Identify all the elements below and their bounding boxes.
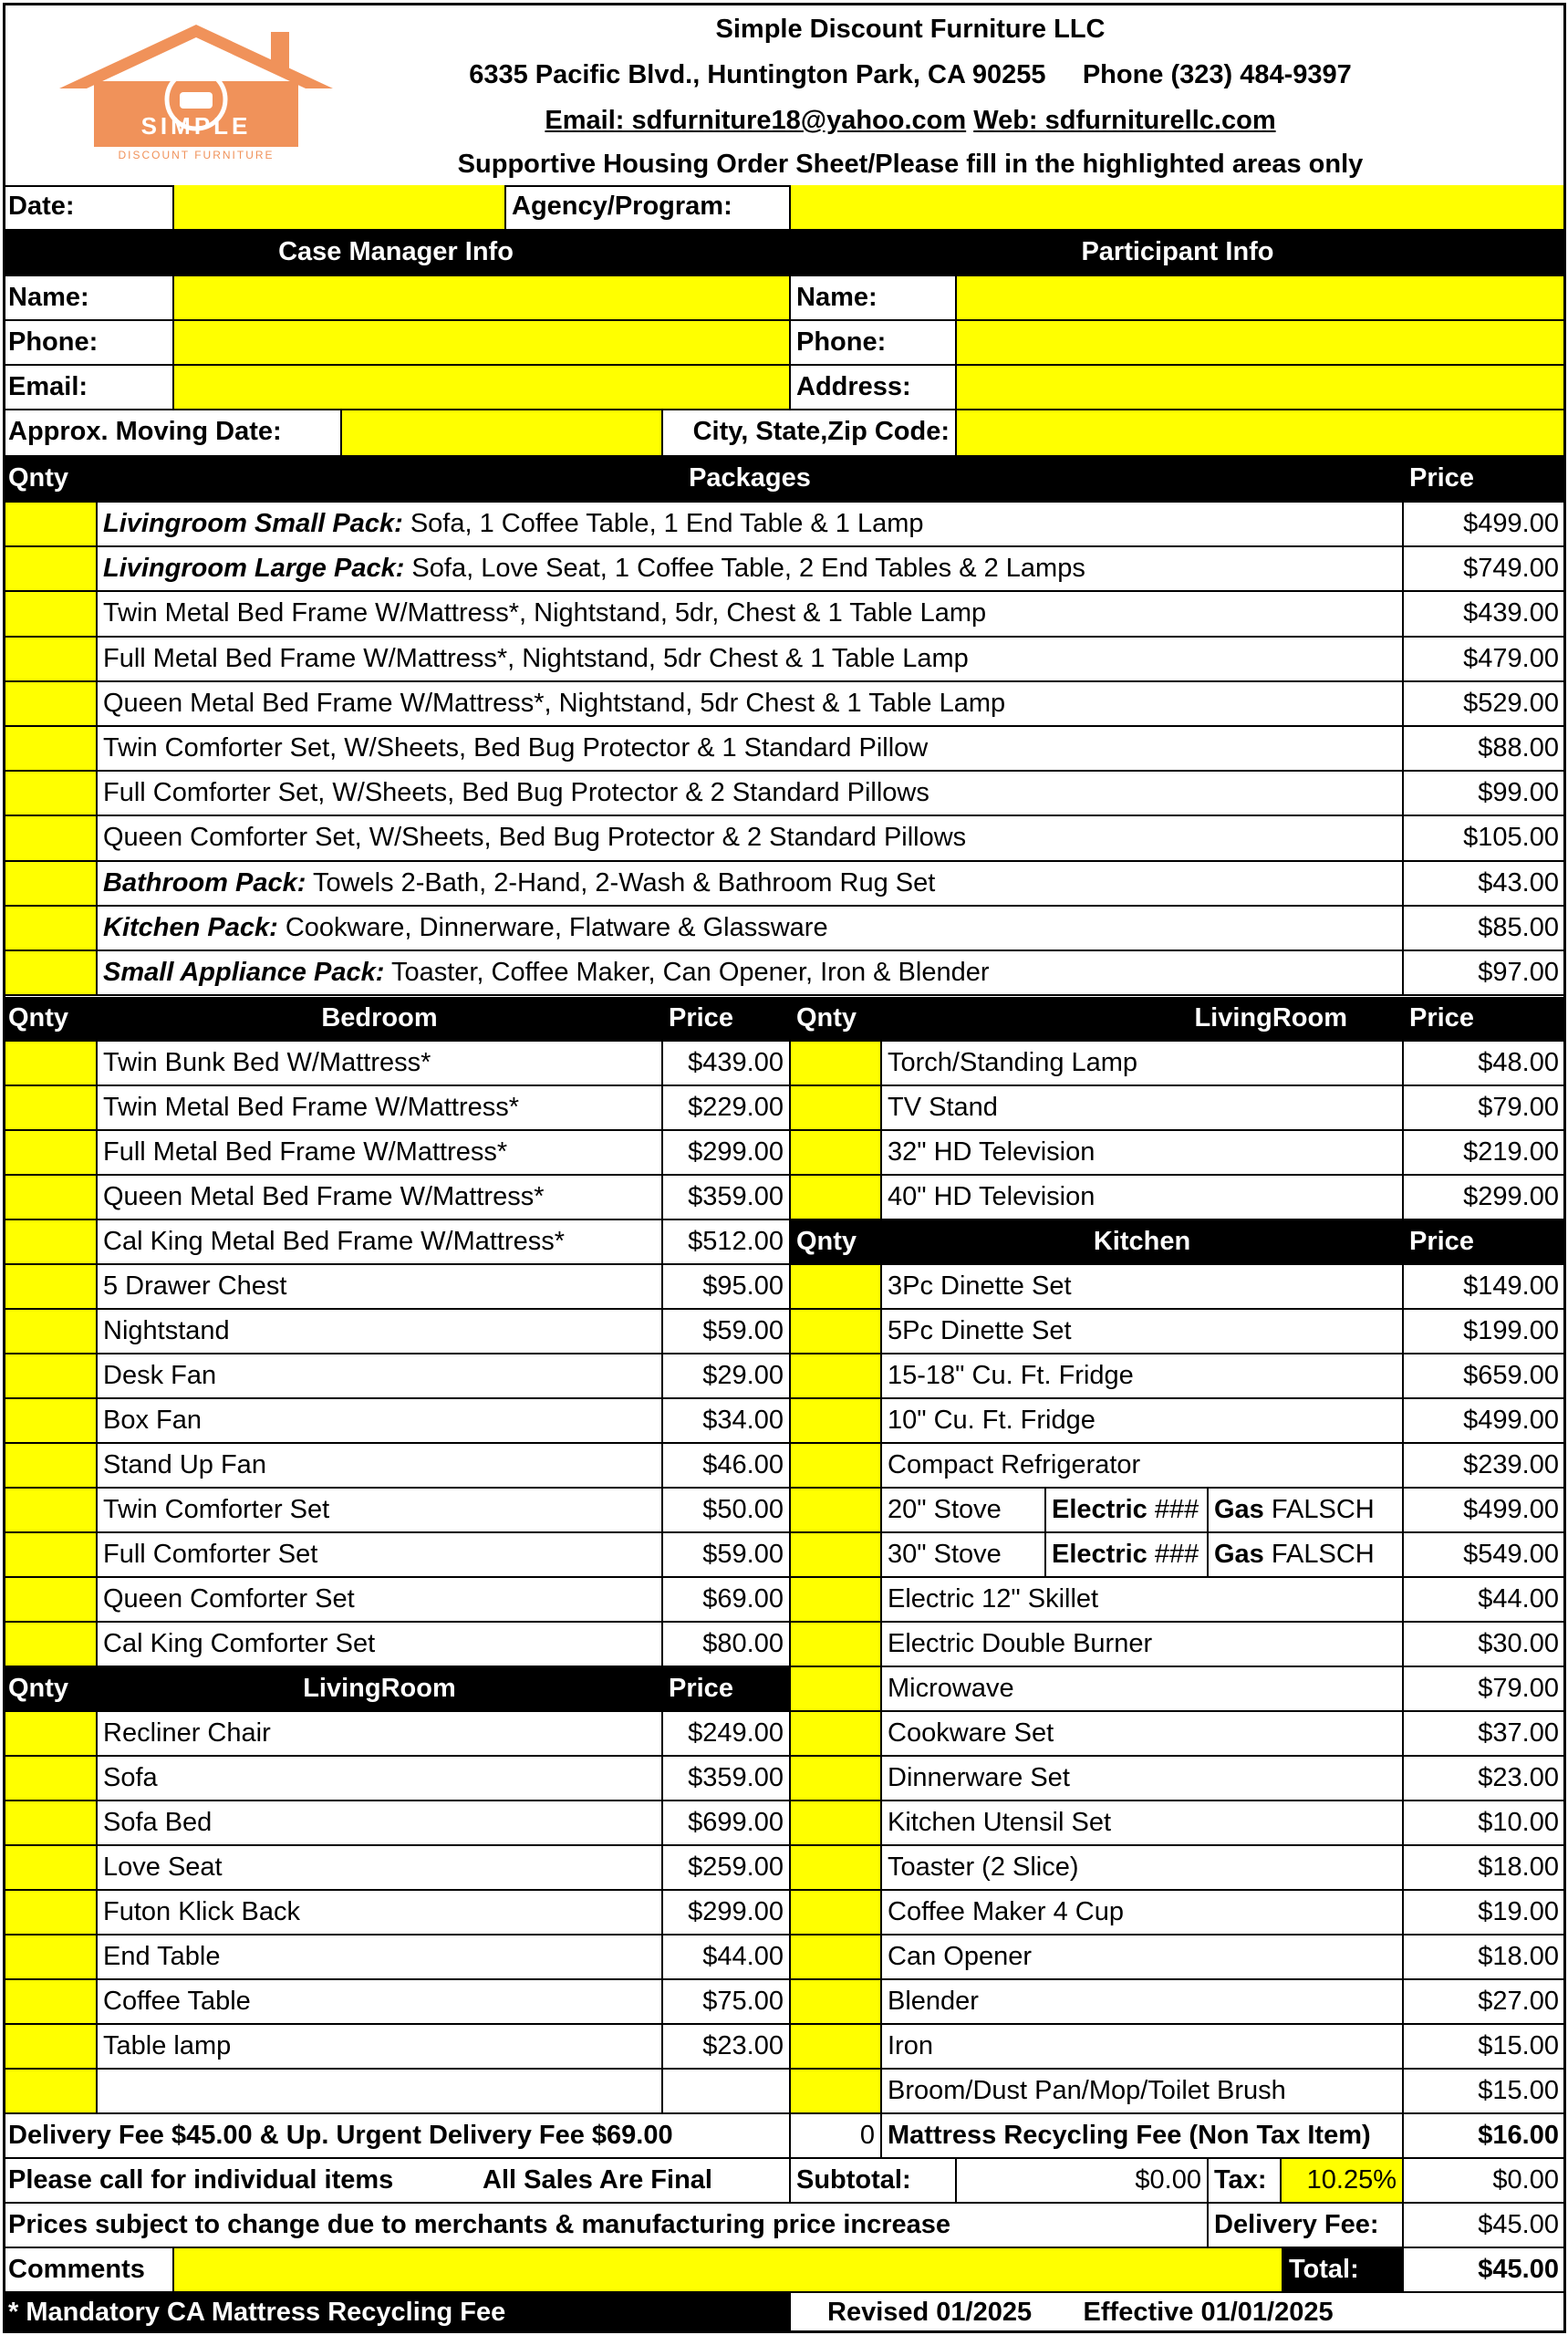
livingroom-item-name: 40" HD Television (882, 1176, 1404, 1220)
kitchen-item-name: Blender (882, 1980, 1404, 2025)
recycling-qty: 0 (791, 2114, 882, 2159)
kitchen-item-name: Iron (882, 2025, 1404, 2070)
kitchen-header: Kitchen (882, 1220, 1404, 1265)
kitchen-item-price: $659.00 (1404, 1354, 1566, 1399)
cm-email-label: Email: (3, 366, 174, 410)
kitchen-item-name: 10" Cu. Ft. Fridge (882, 1399, 1404, 1444)
bedroom-item-price: $29.00 (663, 1354, 791, 1399)
package-price: $499.00 (1404, 503, 1566, 547)
livingroom-item-price: $249.00 (663, 1712, 791, 1757)
moving-date-label: Approx. Moving Date: (3, 410, 342, 457)
bedroom-item-name: Queen Comforter Set (98, 1578, 663, 1623)
kitchen-qty-field[interactable] (791, 1623, 882, 1667)
email-link[interactable]: Email: sdfurniture18@yahoo.com (545, 106, 967, 135)
bedroom-qty-field[interactable] (3, 1489, 98, 1533)
bedroom-header: Bedroom (98, 997, 663, 1042)
livingroom-header-right: LivingRoom (882, 997, 1404, 1042)
package-qty-field[interactable] (3, 682, 98, 727)
livingroom-item-price: $48.00 (1404, 1042, 1566, 1086)
livingroom-item-price: $299.00 (1404, 1176, 1566, 1220)
cm-email-field[interactable] (174, 366, 791, 410)
package-description (98, 592, 1404, 637)
bedroom-item-name: 5 Drawer Chest (98, 1265, 663, 1310)
package-price: $105.00 (1404, 816, 1566, 861)
web-link[interactable]: Web: sdfurniturellc.com (973, 106, 1276, 135)
livingroom-item-price (663, 2070, 791, 2114)
package-price: $99.00 (1404, 772, 1566, 816)
logo-subtext: DISCOUNT FURNITURE (118, 149, 275, 161)
tax-label: Tax: (1209, 2159, 1282, 2204)
kitchen-item-price: $79.00 (1404, 1667, 1566, 1712)
package-price: $749.00 (1404, 547, 1566, 592)
kitchen-item-name: Coffee Maker 4 Cup (882, 1891, 1404, 1935)
package-qty-field[interactable] (3, 951, 98, 996)
participant-header: Participant Info (791, 231, 1566, 276)
gas-label: Gas (1214, 1495, 1264, 1524)
livingroom-qty-field[interactable] (3, 2025, 98, 2070)
kitchen-item-name: 5Pc Dinette Set (882, 1310, 1404, 1354)
kitchen-item-name: Microwave (882, 1667, 1404, 1712)
bedroom-qty-field[interactable] (3, 1265, 98, 1310)
livingroom-qty-header-left: Qnty (3, 1667, 98, 1712)
package-items: Sofa, 1 Coffee Table, 1 End Table & 1 Lamp (410, 509, 924, 538)
kitchen-qty-field[interactable] (791, 1578, 882, 1623)
bedroom-qty-field[interactable] (3, 1578, 98, 1623)
kitchen-item-price: $499.00 (1404, 1399, 1566, 1444)
package-name: Bathroom Pack: (103, 867, 306, 898)
kitchen-qty-field[interactable] (791, 1712, 882, 1757)
kitchen-item-price: $149.00 (1404, 1265, 1566, 1310)
livingroom-item-price: $44.00 (663, 1935, 791, 1980)
livingroom-qty-field[interactable] (791, 1042, 882, 1086)
livingroom-qty-field[interactable] (3, 1801, 98, 1846)
kitchen-item-name: 20" Stove (882, 1489, 1046, 1533)
bedroom-item-price: $439.00 (663, 1042, 791, 1086)
gas-value: FALSCH (1271, 1540, 1375, 1569)
livingroom-qty-field[interactable] (3, 2070, 98, 2114)
kitchen-qty-field[interactable] (791, 1980, 882, 2025)
livingroom-item-name (98, 2070, 663, 2114)
package-description (98, 503, 1404, 547)
kitchen-item-price: $239.00 (1404, 1444, 1566, 1489)
kitchen-qty-field[interactable] (791, 1310, 882, 1354)
kitchen-price-header: Price (1404, 1220, 1566, 1265)
stove-electric-option (1046, 1533, 1209, 1578)
delivery-fee-label: Delivery Fee: (1209, 2204, 1404, 2248)
bedroom-qty-field[interactable] (3, 1131, 98, 1176)
livingroom-item-price: $219.00 (1404, 1131, 1566, 1176)
delivery-fee-note: Delivery Fee $45.00 & Up. Urgent Delivery Fee $69.00 (3, 2114, 791, 2159)
kitchen-item-price: $44.00 (1404, 1578, 1566, 1623)
livingroom-qty-field[interactable] (791, 1176, 882, 1220)
livingroom-qty-field[interactable] (3, 1846, 98, 1891)
livingroom-item-price: $23.00 (663, 2025, 791, 2070)
package-price: $97.00 (1404, 951, 1566, 996)
livingroom-qty-field[interactable] (3, 1935, 98, 1980)
moving-date-field[interactable] (342, 410, 663, 457)
p-name-field[interactable] (957, 276, 1566, 321)
agency-field[interactable] (791, 185, 1566, 231)
livingroom-item-price: $699.00 (663, 1801, 791, 1846)
gas-value: FALSCH (1271, 1495, 1375, 1524)
livingroom-item-name: End Table (98, 1935, 663, 1980)
bedroom-qty-field[interactable] (3, 1399, 98, 1444)
bedroom-item-name: Desk Fan (98, 1354, 663, 1399)
package-qty-field[interactable] (3, 547, 98, 592)
kitchen-item-name: 30" Stove (882, 1533, 1046, 1578)
stove-electric-option (1046, 1489, 1209, 1533)
kitchen-item-name: Kitchen Utensil Set (882, 1801, 1404, 1846)
bedroom-item-name: Nightstand (98, 1310, 663, 1354)
kitchen-item-name: Electric Double Burner (882, 1623, 1404, 1667)
package-name: Livingroom Large Pack: (103, 554, 405, 584)
stove-gas-option (1209, 1489, 1404, 1533)
livingroom-item-name: Futon Klick Back (98, 1891, 663, 1935)
kitchen-item-price: $549.00 (1404, 1533, 1566, 1578)
bedroom-item-price: $95.00 (663, 1265, 791, 1310)
livingroom-item-price: $259.00 (663, 1846, 791, 1891)
livingroom-item-name: TV Stand (882, 1086, 1404, 1131)
package-description (98, 951, 1404, 996)
package-price: $43.00 (1404, 862, 1566, 907)
bedroom-item-name: Twin Comforter Set (98, 1489, 663, 1533)
package-qty-field[interactable] (3, 638, 98, 682)
final-sale-note: All Sales Are Final (477, 2159, 791, 2204)
package-items: Sofa, Love Seat, 1 Coffee Table, 2 End Tables & 2 Lamps (411, 554, 1085, 584)
kitchen-item-price: $18.00 (1404, 1846, 1566, 1891)
bedroom-qty-field[interactable] (3, 1623, 98, 1667)
city-state-zip-field[interactable] (957, 410, 1566, 457)
package-price: $85.00 (1404, 907, 1566, 951)
kitchen-qty-field[interactable] (791, 1444, 882, 1489)
kitchen-item-name: Electric 12" Skillet (882, 1578, 1404, 1623)
packages-header: Packages (98, 457, 1404, 503)
package-items: Queen Comforter Set, W/Sheets, Bed Bug Protector & 2 Standard Pillows (103, 823, 967, 853)
delivery-fee-value: $45.00 (1404, 2204, 1566, 2248)
p-name-label: Name: (791, 276, 957, 321)
kitchen-item-price: $27.00 (1404, 1980, 1566, 2025)
bedroom-qty-field[interactable] (3, 1533, 98, 1578)
kitchen-item-price: $499.00 (1404, 1489, 1566, 1533)
livingroom-header-left: LivingRoom (98, 1667, 663, 1712)
kitchen-item-name: Can Opener (882, 1935, 1404, 1980)
livingroom-item-name: Table lamp (98, 2025, 663, 2070)
company-address: 6335 Pacific Blvd., Huntington Park, CA 90255 (469, 60, 1046, 89)
package-price: $439.00 (1404, 592, 1566, 637)
bedroom-qty-field[interactable] (3, 1354, 98, 1399)
bedroom-item-price: $229.00 (663, 1086, 791, 1131)
package-qty-field[interactable] (3, 862, 98, 907)
package-description (98, 682, 1404, 727)
kitchen-item-name: 3Pc Dinette Set (882, 1265, 1404, 1310)
livingroom-item-name: Sofa Bed (98, 1801, 663, 1846)
p-address-field[interactable] (957, 366, 1566, 410)
bedroom-item-name: Twin Bunk Bed W/Mattress* (98, 1042, 663, 1086)
subtotal-value: $0.00 (957, 2159, 1209, 2204)
livingroom-item-name: Recliner Chair (98, 1712, 663, 1757)
kitchen-item-price: $10.00 (1404, 1801, 1566, 1846)
livingroom-item-price: $79.00 (1404, 1086, 1566, 1131)
kitchen-qty-field[interactable] (791, 1354, 882, 1399)
tax-value: $0.00 (1404, 2159, 1566, 2204)
kitchen-qty-field[interactable] (791, 2070, 882, 2114)
price-change-note: Prices subject to change due to merchants & manufacturing price increase (3, 2204, 1209, 2248)
package-price: $88.00 (1404, 727, 1566, 772)
company-name: Simple Discount Furniture LLC (715, 15, 1106, 44)
logo-text: SIMPLE (140, 112, 252, 140)
case-manager-header: Case Manager Info (3, 231, 791, 276)
livingroom-qty-header: Qnty (791, 997, 882, 1042)
mandatory-recycling-note: * Mandatory CA Mattress Recycling Fee (3, 2293, 791, 2333)
livingroom-item-name: Love Seat (98, 1846, 663, 1891)
comments-label: Comments (3, 2248, 174, 2293)
livingroom-qty-field[interactable] (791, 1131, 882, 1176)
package-name: Kitchen Pack: (103, 912, 278, 942)
kitchen-qty-field[interactable] (791, 1891, 882, 1935)
package-name: Small Appliance Pack: (103, 958, 385, 987)
kitchen-qty-field[interactable] (791, 1846, 882, 1891)
kitchen-item-name: Toaster (2 Slice) (882, 1846, 1404, 1891)
bedroom-item-price: $512.00 (663, 1220, 791, 1265)
package-price: $529.00 (1404, 682, 1566, 727)
kitchen-item-price: $19.00 (1404, 1891, 1566, 1935)
kitchen-item-name: Compact Refrigerator (882, 1444, 1404, 1489)
electric-value: ### (1154, 1540, 1199, 1569)
recycling-fee-label: Mattress Recycling Fee (Non Tax Item) (882, 2114, 1404, 2159)
bedroom-item-price: $359.00 (663, 1176, 791, 1220)
bedroom-item-price: $299.00 (663, 1131, 791, 1176)
bedroom-item-price: $46.00 (663, 1444, 791, 1489)
kitchen-qty-header: Qnty (791, 1220, 882, 1265)
package-description (98, 547, 1404, 592)
package-qty-field[interactable] (3, 772, 98, 816)
package-items: Twin Comforter Set, W/Sheets, Bed Bug Protector & 1 Standard Pillow (103, 733, 929, 763)
livingroom-item-price: $299.00 (663, 1891, 791, 1935)
bedroom-item-price: $34.00 (663, 1399, 791, 1444)
bedroom-item-name: Cal King Comforter Set (98, 1623, 663, 1667)
package-items: Toaster, Coffee Maker, Can Opener, Iron & Blender (390, 958, 990, 987)
kitchen-item-name: Cookware Set (882, 1712, 1404, 1757)
cm-phone-field[interactable] (174, 321, 791, 366)
bedroom-qty-field[interactable] (3, 1042, 98, 1086)
livingroom-item-name: Coffee Table (98, 1980, 663, 2025)
package-items: Full Comforter Set, W/Sheets, Bed Bug Protector & 2 Standard Pillows (103, 778, 929, 808)
livingroom-qty-field[interactable] (3, 1980, 98, 2025)
kitchen-qty-field[interactable] (791, 1489, 882, 1533)
package-description (98, 638, 1404, 682)
company-contact-line (404, 99, 1417, 141)
package-name: Livingroom Small Pack: (103, 509, 403, 538)
bedroom-item-name: Box Fan (98, 1399, 663, 1444)
bedroom-item-name: Full Comforter Set (98, 1533, 663, 1578)
kitchen-qty-field[interactable] (791, 1667, 882, 1712)
kitchen-item-price: $23.00 (1404, 1757, 1566, 1801)
kitchen-qty-field[interactable] (791, 2025, 882, 2070)
kitchen-item-price: $15.00 (1404, 2025, 1566, 2070)
kitchen-qty-field[interactable] (791, 1533, 882, 1578)
recycling-fee-price: $16.00 (1404, 2114, 1566, 2159)
bedroom-item-name: Twin Metal Bed Frame W/Mattress* (98, 1086, 663, 1131)
sheet-subtitle: Supportive Housing Order Sheet/Please fill in the highlighted areas only (457, 150, 1364, 179)
gas-label: Gas (1214, 1540, 1264, 1569)
kitchen-item-price: $15.00 (1404, 2070, 1566, 2114)
letterhead (3, 3, 1566, 187)
livingroom-item-price: $75.00 (663, 1980, 791, 2025)
livingroom-price-header-right: Price (1404, 997, 1566, 1042)
agency-label: Agency/Program: (506, 185, 791, 231)
package-qty-field[interactable] (3, 907, 98, 951)
bedroom-item-name: Queen Metal Bed Frame W/Mattress* (98, 1176, 663, 1220)
kitchen-qty-field[interactable] (791, 1399, 882, 1444)
bedroom-item-name: Cal King Metal Bed Frame W/Mattress* (98, 1220, 663, 1265)
package-description (98, 772, 1404, 816)
revision-info (791, 2293, 1566, 2333)
electric-value: ### (1154, 1495, 1199, 1524)
package-items: Cookware, Dinnerware, Flatware & Glassware (285, 912, 828, 942)
kitchen-item-name: 15-18" Cu. Ft. Fridge (882, 1354, 1404, 1399)
p-phone-field[interactable] (957, 321, 1566, 366)
kitchen-qty-field[interactable] (791, 1265, 882, 1310)
bedroom-item-price: $80.00 (663, 1623, 791, 1667)
kitchen-qty-field[interactable] (791, 1757, 882, 1801)
cm-name-label: Name: (3, 276, 174, 321)
livingroom-qty-field[interactable] (791, 1086, 882, 1131)
livingroom-item-name: Torch/Standing Lamp (882, 1042, 1404, 1086)
bedroom-qty-field[interactable] (3, 1086, 98, 1131)
total-value: $45.00 (1404, 2248, 1566, 2293)
bedroom-item-name: Stand Up Fan (98, 1444, 663, 1489)
package-qty-field[interactable] (3, 503, 98, 547)
date-label: Date: (3, 185, 174, 231)
bedroom-item-price: $50.00 (663, 1489, 791, 1533)
total-label: Total: (1283, 2248, 1404, 2293)
city-state-zip-label: City, State,Zip Code: (663, 410, 957, 457)
cm-name-field[interactable] (174, 276, 791, 321)
bedroom-qty-header: Qnty (3, 997, 98, 1042)
bedroom-item-name: Full Metal Bed Frame W/Mattress* (98, 1131, 663, 1176)
kitchen-qty-field[interactable] (791, 1801, 882, 1846)
package-qty-field[interactable] (3, 727, 98, 772)
cm-phone-label: Phone: (3, 321, 174, 366)
package-qty-field[interactable] (3, 592, 98, 637)
bedroom-price-header: Price (663, 997, 791, 1042)
package-items: Queen Metal Bed Frame W/Mattress*, Nightstand, 5dr Chest & 1 Table Lamp (103, 688, 1006, 718)
kitchen-item-name: Dinnerware Set (882, 1757, 1404, 1801)
package-items: Towels 2-Bath, 2-Hand, 2-Wash & Bathroom Rug Set (312, 867, 936, 898)
livingroom-price-header-left: Price (663, 1667, 791, 1712)
date-field[interactable] (174, 185, 506, 231)
revised-date: Revised 01/2025 (827, 2298, 1033, 2327)
package-price: $479.00 (1404, 638, 1566, 682)
bedroom-qty-field[interactable] (3, 1444, 98, 1489)
livingroom-qty-field[interactable] (3, 1891, 98, 1935)
kitchen-qty-field[interactable] (791, 1935, 882, 1980)
package-description (98, 862, 1404, 907)
package-items: Twin Metal Bed Frame W/Mattress*, Nightstand, 5dr, Chest & 1 Table Lamp (103, 598, 987, 628)
package-qty-field[interactable] (3, 816, 98, 861)
package-description (98, 907, 1404, 951)
electric-label: Electric (1052, 1495, 1147, 1524)
kitchen-item-name: Broom/Dust Pan/Mop/Toilet Brush (882, 2070, 1404, 2114)
bedroom-qty-field[interactable] (3, 1220, 98, 1265)
stove-gas-option (1209, 1533, 1404, 1578)
subtotal-label: Subtotal: (791, 2159, 957, 2204)
livingroom-item-name: 32" HD Television (882, 1131, 1404, 1176)
livingroom-item-name: Sofa (98, 1757, 663, 1801)
livingroom-qty-field[interactable] (3, 1712, 98, 1757)
company-address-line (404, 54, 1417, 96)
kitchen-item-price: $37.00 (1404, 1712, 1566, 1757)
package-description (98, 816, 1404, 861)
livingroom-qty-field[interactable] (3, 1757, 98, 1801)
bedroom-item-price: $59.00 (663, 1533, 791, 1578)
comments-field[interactable] (174, 2248, 1283, 2293)
p-address-label: Address: (791, 366, 957, 410)
kitchen-item-price: $18.00 (1404, 1935, 1566, 1980)
kitchen-item-price: $30.00 (1404, 1623, 1566, 1667)
livingroom-item-price: $359.00 (663, 1757, 791, 1801)
bedroom-item-price: $59.00 (663, 1310, 791, 1354)
bedroom-item-price: $69.00 (663, 1578, 791, 1623)
electric-label: Electric (1052, 1540, 1147, 1569)
call-note: Please call for individual items (3, 2159, 477, 2204)
kitchen-item-price: $199.00 (1404, 1310, 1566, 1354)
bedroom-qty-field[interactable] (3, 1176, 98, 1220)
bedroom-qty-field[interactable] (3, 1310, 98, 1354)
company-phone: Phone (323) 484-9397 (1082, 60, 1352, 89)
tax-rate-field[interactable]: 10.25% (1282, 2159, 1404, 2204)
company-logo (41, 17, 351, 172)
p-phone-label: Phone: (791, 321, 957, 366)
effective-date: Effective 01/01/2025 (1083, 2298, 1334, 2327)
package-items: Full Metal Bed Frame W/Mattress*, Nightstand, 5dr Chest & 1 Table Lamp (103, 643, 969, 673)
package-description (98, 727, 1404, 772)
packages-price-header: Price (1404, 457, 1566, 503)
packages-qty-header: Qnty (3, 457, 98, 503)
